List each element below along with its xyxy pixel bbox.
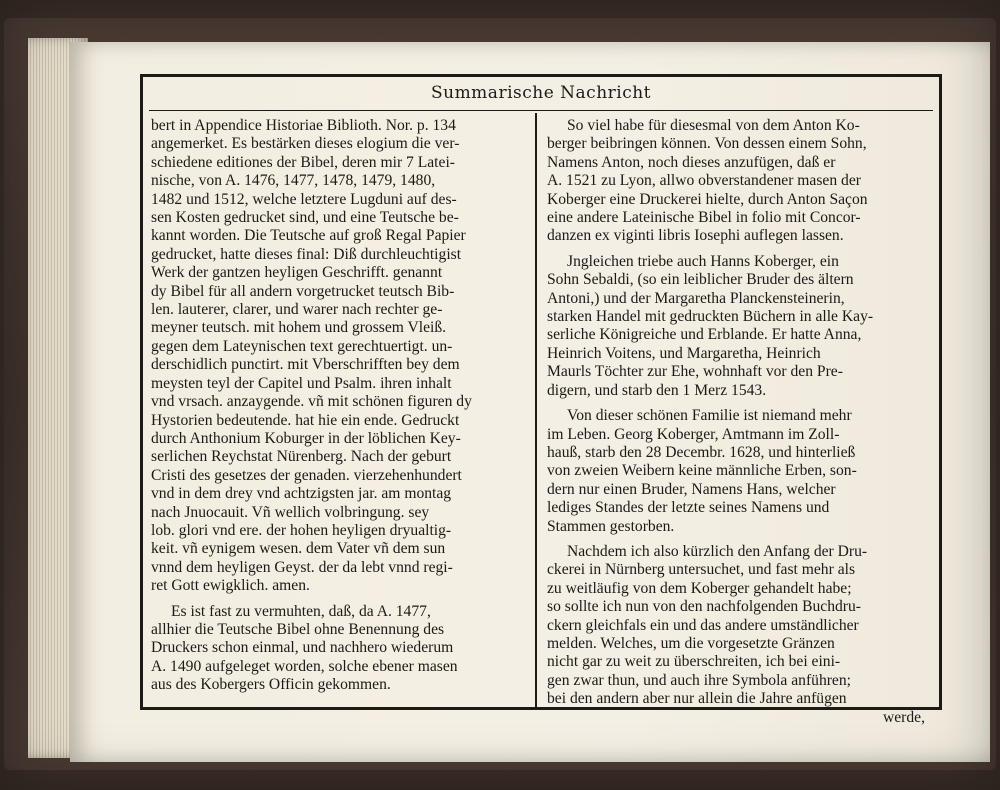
- text-line: derschidlich punctirt. mit Vberschrifften bey dem: [151, 356, 460, 374]
- text-line: Nachdem ich also kürzlich den Anfang der Dru-: [567, 542, 868, 560]
- text-line: Cristi des gesetzes der genaden. vierzehenhundert: [151, 466, 462, 484]
- text-line: dy Bibel für all andern vorgetrucket teutsch Bib-: [151, 282, 455, 300]
- text-line: Werk der gantzen heyligen Geschrifft. genannt: [151, 264, 443, 282]
- text-line: digern, und starb den 1 Merz 1543.: [547, 381, 767, 399]
- text-line: Stammen gestorben.: [547, 517, 675, 535]
- text-line: von zweien Weibern keine männliche Erben, son-: [547, 462, 857, 480]
- text-line: schiedene editiones der Bibel, deren mir 7 Latei-: [151, 153, 455, 171]
- column-divider: [535, 113, 537, 707]
- text-line: Es ist fast zu vermuhten, daß, da A. 1477,: [171, 602, 431, 620]
- text-line: lob. glori vnd ere. der hohen heyligen dryualtig-: [151, 521, 452, 539]
- text-line: so sollte ich nun von den nachfolgenden Buchdru-: [547, 598, 861, 616]
- header-rule: [149, 110, 933, 111]
- paragraph: [547, 117, 925, 246]
- text-line: 1482 und 1512, welche letztere Lugduni auf des-: [151, 190, 457, 208]
- text-line: So viel habe für diesesmal von dem Anton Ko-: [567, 117, 860, 134]
- paragraph: [547, 543, 925, 709]
- text-line: allhier die Teutsche Bibel ohne Benennung des: [151, 620, 445, 638]
- text-line: Namens Anton, noch dieses anzufügen, daß er: [547, 153, 836, 171]
- text-frame: [140, 74, 942, 726]
- text-line: berger beibringen können. Von dessen einem Sohn,: [547, 135, 867, 153]
- text-line: ckerei in Nürnberg untersuchet, und fast mehr als: [547, 561, 856, 579]
- text-line: starken Handel mit gedruckten Büchern in alle Kay-: [547, 308, 874, 326]
- text-line: sen Kosten gedrucket sind, und eine Teutsche be-: [151, 209, 459, 227]
- text-line: A. 1490 aufgeleget worden, solche ebener masen: [151, 657, 458, 675]
- text-line: gegen dem Lateynischen text gerechtuertigt. un-: [151, 337, 453, 355]
- text-line: Hystorien bedeutende. hat hie ein ende. Gedruckt: [151, 411, 460, 429]
- text-line: Heinrich Voitens, und Margaretha, Heinrich: [547, 344, 821, 362]
- text-line: gedrucket, hatte dieses final: Diß durchleuchtigist: [151, 245, 462, 263]
- text-line: zu weitläufig von dem Koberger gehandelt habe;: [547, 579, 852, 597]
- text-line: Jngleichen triebe auch Hanns Koberger, ein: [567, 252, 839, 270]
- left-column: [151, 117, 529, 705]
- text-line: vnnd dem heyligen Geyst. der da lebt vnnd regi-: [151, 558, 453, 576]
- text-line: A. 1521 zu Lyon, allwo obverstandener masen der: [547, 172, 861, 190]
- text-line: vnd vrsach. anzaygende. vñ mit schönen figuren dy: [151, 393, 472, 411]
- text-line: eine andere Lateinische Bibel in folio mit Concor-: [547, 209, 861, 227]
- text-line: serlichen Reychstat Nürenberg. Nach der geburt: [151, 448, 452, 466]
- text-line: kannt worden. Die Teutsche auf groß Regal Papier: [151, 227, 466, 245]
- text-line: Sohn Sebaldi, (so ein leiblicher Bruder des ältern: [547, 271, 854, 289]
- text-line: angemerket. Es bestärken dieses elogium die ver-: [151, 135, 460, 153]
- paragraph: [151, 117, 529, 596]
- text-line: vnd in dem drey vnd achtzigsten jar. am montag: [151, 485, 452, 503]
- text-line: Druckers schon einmal, und nachhero wiederum: [151, 639, 454, 657]
- catchword: werde,: [883, 708, 925, 726]
- text-line: im Leben. Georg Koberger, Amtmann im Zoll-: [547, 425, 840, 443]
- text-line: gen zwar thun, und auch ihre Symbola anführen;: [547, 671, 851, 689]
- text-line: bei den andern aber nur allein die Jahre anfügen: [547, 690, 847, 708]
- text-line: lediges Standes der letzte seines Namens und: [547, 499, 830, 517]
- text-line: len. lauterer, clarer, und warer nach rechter ge-: [151, 301, 443, 319]
- paragraph: [151, 603, 529, 695]
- text-line: ret Gott ewigklich. amen.: [151, 577, 310, 595]
- text-line: melden. Welches, um die vorgesetzte Gränzen: [547, 634, 835, 652]
- text-line: nicht gar zu weit zu überschreiten, ich bei eini-: [547, 653, 841, 671]
- page-header: Summarische Nachricht: [430, 83, 652, 103]
- text-line: nische, von A. 1476, 1477, 1478, 1479, 1480,: [151, 172, 436, 190]
- text-line: Antoni,) und der Margaretha Planckensteinerin,: [547, 289, 845, 307]
- text-line: meyner teutsch. mit hohem und grossem Vleiß.: [151, 319, 447, 337]
- text-line: ckern gleichfals ein und das andere umständlicher: [547, 616, 859, 634]
- text-line: hauß, starb den 28 Decembr. 1628, und hinterließ: [547, 443, 856, 461]
- text-line: Koberger eine Druckerei hielte, durch Anton Saçon: [547, 190, 868, 208]
- text-line: meysten teyl der Capitel und Psalm. ihren inhalt: [151, 374, 452, 392]
- text-line: keit. vñ eynigem wesen. dem Vater vñ dem sun: [151, 540, 446, 558]
- text-line: Von dieser schönen Familie ist niemand mehr: [567, 407, 852, 425]
- text-line: nach Jnuocauit. Vñ wellich volbringung. sey: [151, 503, 430, 521]
- text-line: serliche Königreiche und Erblande. Er hatte Anna,: [547, 326, 862, 344]
- text-line: danzen ex viginti libris Iosephi auflegen lassen.: [547, 227, 844, 245]
- paragraph: [547, 253, 925, 400]
- text-line: aus des Kobergers Officin gekommen.: [151, 676, 391, 694]
- text-line: Maurls Töchter zur Ehe, wohnhaft vor den Pre-: [547, 363, 843, 381]
- paragraph: [547, 407, 925, 536]
- text-line: dern nur einen Bruder, Namens Hans, welcher: [547, 480, 836, 498]
- text-line: bert in Appendice Historiae Biblioth. Nor. p. 134: [151, 117, 456, 134]
- text-line: durch Anthonium Koburger in der löblichen Key-: [151, 429, 461, 447]
- right-column: [547, 117, 925, 726]
